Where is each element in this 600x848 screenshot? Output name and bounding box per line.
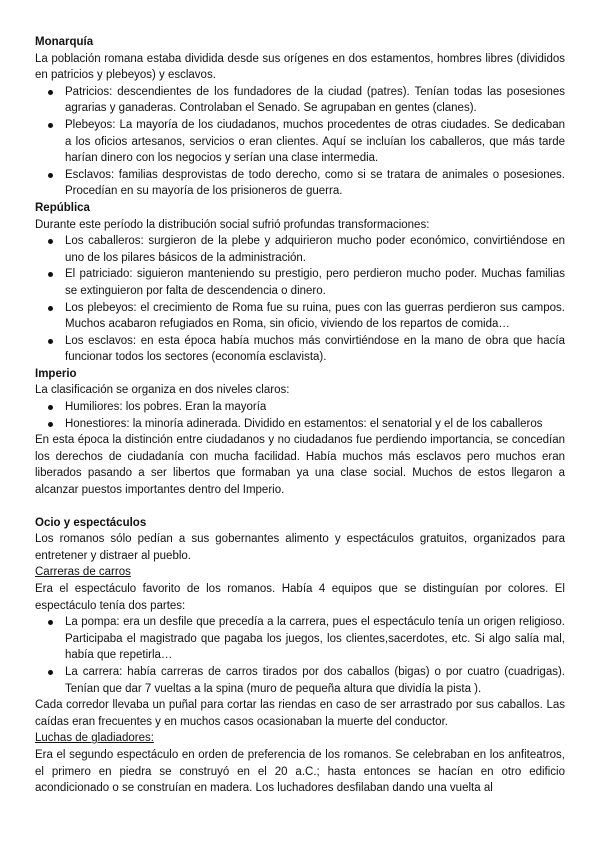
monarquia-list xyxy=(35,84,565,200)
subheading-carreras: Carreras de carros xyxy=(35,566,131,579)
list-item: El patriciado: siguieron manteniendo su prestigio, pero perdieron mucho poder. Muchas familias se extinguieron por falta de descendencia o dinero. xyxy=(35,266,565,299)
imperio-intro: La clasificación se organiza en dos niveles claros: xyxy=(35,384,290,397)
list-item: Los plebeyos: el crecimiento de Roma fue su ruina, pues con las guerras perdieron sus campos. Muchos acabaron refugiados en Roma, sin oficio, viviendo de los repartos de comida… xyxy=(35,300,565,333)
subheading-gladiadores: Luchas de gladiadores: xyxy=(35,732,154,745)
imperio-list xyxy=(35,399,565,432)
list-item: Los caballeros: surgieron de la plebe y adquirieron mucho poder económico, convirtiéndose en uno de los pilares básicos de la administración. xyxy=(35,233,565,266)
ocio-intro: Los romanos sólo pedían a sus gobernantes alimento y espectáculos gratuitos, organizados para entretener y distraer al pueblo. xyxy=(35,533,565,562)
section-spacer xyxy=(35,499,565,515)
document-page xyxy=(35,34,565,797)
republica-list xyxy=(35,233,565,366)
list-item: Humiliores: los pobres. Eran la mayoría xyxy=(35,399,565,416)
monarquia-intro: La población romana estaba dividida desde sus orígenes en dos estamentos, hombres libres (divididos en patricios y plebeyos) y esclavos. xyxy=(35,52,565,82)
list-item: La pompa: era un desfile que precedía a la carrera, pues el espectáculo tenía un origen religioso. Participaba el magistrado que pagaba los juegos, los clientes,sacerdotes, etc. Si algo salía mal, había que repetirla… xyxy=(35,614,565,664)
list-item: Esclavos: familias desprovistas de todo derecho, como si se tratara de animales o posesiones. Procedían en su mayoría de los prisioneros de guerra. xyxy=(35,167,565,200)
carreras-intro: Era el espectáculo favorito de los romanos. Había 4 equipos que se distinguían por colores. El espectáculo tenía dos partes: xyxy=(35,583,565,612)
carreras-closing: Cada corredor llevaba un puñal para cortar las riendas en caso de ser arrastrado por sus caballos. Las caídas eran frecuentes y en muchos casos ocasionaban la muerte del conductor. xyxy=(35,699,565,728)
heading-ocio: Ocio y espectáculos xyxy=(35,516,147,529)
list-item: Plebeyos: La mayoría de los ciudadanos, muchos procedentes de otras ciudades. Se dedicaban a los oficios artesanos, servicios o eran clientes. Aquí se incluían los caballeros, que más tarde harían dinero con los negocios y serían una clase intermedia. xyxy=(35,117,565,167)
list-item: La carrera: había carreras de carros tirados por dos caballos (bigas) o por cuatro (cuadrigas). Tenían que dar 7 vueltas a la spina (muro de pequeña altura que dividía la pista ). xyxy=(35,664,565,697)
imperio-closing: En esta época la distinción entre ciudadanos y no ciudadanos fue perdiendo importancia, se concedían los derechos de ciudadanía con mucha facilidad. Había muchos más esclavos pero muchos eran liberados pasando a ser libertos que formaban ya una clase social. Muchos de estos llegaron a alcanzar puestos importantes dentro del Imperio. xyxy=(35,434,565,497)
heading-monarquia: Monarquía xyxy=(35,36,94,48)
list-item: Honestiores: la minoría adinerada. Dividido en estamentos: el senatorial y el de los caballeros xyxy=(35,416,565,433)
republica-intro: Durante este período la distribución social sufrió profundas transformaciones: xyxy=(35,218,430,231)
heading-republica: República xyxy=(35,201,90,214)
list-item: Patricios: descendientes de los fundadores de la ciudad (patres). Tenían todas las posesiones agrarias y ganaderas. Controlaban el Senado. Se agrupaban en gentes (clanes). xyxy=(35,84,565,117)
list-item: Los esclavos: en esta época había muchos más convirtiéndose en la mano de obra que hacía funcionar todos los sectores (economía esclavista). xyxy=(35,333,565,366)
heading-imperio: Imperio xyxy=(35,367,77,380)
carreras-list xyxy=(35,614,565,697)
gladiadores-text: Era el segundo espectáculo en orden de preferencia de los romanos. Se celebraban en los anfiteatros, el primero en piedra se construyó en el 20 a.C.; hasta entonces se hacían en otro edificio acondicionado o se construían en madera. Los luchadores desfilaban dando una vuelta al xyxy=(35,748,565,795)
